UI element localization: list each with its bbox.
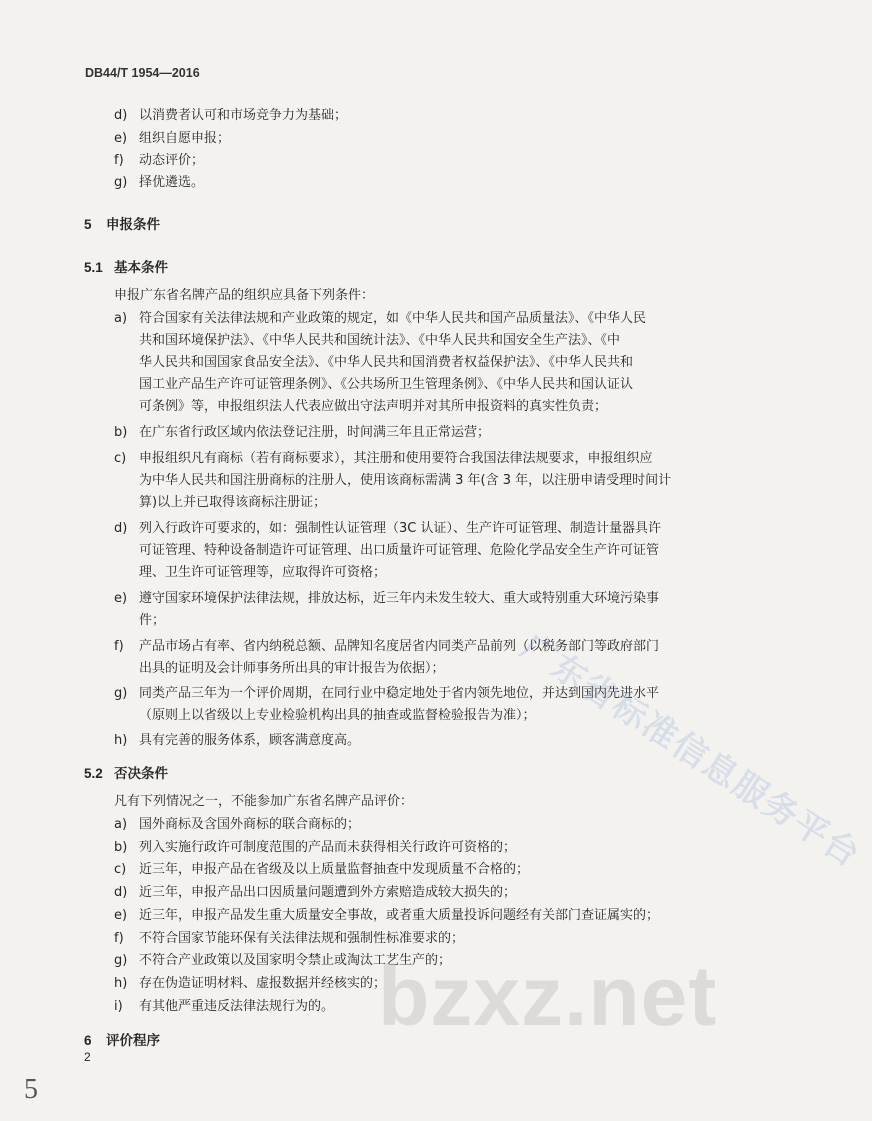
condition-marker: e)	[114, 591, 128, 606]
condition-text-line: 理、卫生许可证管理等，应取得许可资格；	[139, 565, 387, 580]
list-marker: f)	[114, 153, 124, 168]
section-5-1-lead: 申报广东省名牌产品的组织应具备下列条件：	[114, 288, 375, 303]
veto-marker: h)	[114, 976, 128, 991]
section-5-1-heading	[84, 258, 168, 278]
section-6-heading	[84, 1031, 160, 1051]
section-5-2-lead: 凡有下列情况之一，不能参加广东省名牌产品评价：	[114, 794, 414, 809]
list-item-text: 组织自愿申报；	[139, 131, 231, 146]
veto-marker: g)	[114, 953, 128, 968]
condition-text-line: 共和国环境保护法》、《中华人民共和国统计法》、《中华人民共和国安全生产法》、《中	[139, 333, 621, 348]
condition-text-line: 可证管理、特种设备制造许可证管理、出口质量许可证管理、危险化学品安全生产许可证管	[139, 543, 660, 558]
condition-marker: h)	[114, 733, 128, 748]
condition-marker: f)	[114, 639, 124, 654]
condition-text-line: 遵守国家环境保护法律法规，排放达标，近三年内未发生较大、重大或特别重大环境污染事	[139, 591, 660, 606]
veto-marker: a)	[114, 817, 128, 832]
veto-marker: b)	[114, 840, 128, 855]
section-6-heading-number: 6	[84, 1033, 92, 1048]
section-5-heading	[84, 215, 160, 235]
veto-marker: d)	[114, 885, 128, 900]
diagonal-watermark: 广东省标准信息服务平台	[513, 626, 868, 876]
list-item-text: 动态评价；	[139, 153, 205, 168]
condition-text-line: 件；	[139, 613, 166, 628]
veto-marker: f)	[114, 931, 124, 946]
condition-marker: c)	[114, 451, 127, 466]
edge-page-mark: 5	[24, 1074, 38, 1105]
condition-text-line: 申报组织凡有商标（若有商标要求），其注册和使用要符合我国法律法规要求，申报组织应	[139, 451, 653, 466]
section-6-heading-title: 评价程序	[106, 1033, 160, 1049]
section-5-1-heading-number: 5.1	[84, 260, 103, 275]
standard-code: DB44/T 1954—2016	[85, 66, 200, 80]
site-watermark: bzxz.net	[378, 949, 718, 1043]
condition-text-line: 具有完善的服务体系，顾客满意度高。	[139, 733, 361, 748]
list-marker: d)	[114, 108, 128, 123]
veto-marker: e)	[114, 908, 128, 923]
condition-text-line: 可条例》等，申报组织法人代表应做出守法声明并对其所申报资料的真实性负责；	[139, 399, 608, 414]
condition-text-line: 出具的证明及会计师事务所出具的审计报告为依据）；	[139, 661, 445, 676]
section-5-2-heading-title: 否决条件	[114, 766, 168, 782]
condition-text-line: 华人民共和国国家食品安全法》、《中华人民共和国消费者权益保护法》、《中华人民共和	[139, 355, 634, 370]
veto-text: 有其他严重违反法律法规行为的。	[139, 999, 335, 1014]
condition-text-line: 同类产品三年为一个评价周期，在同行业中稳定地处于省内领先地位，并达到国内先进水平	[139, 686, 660, 701]
list-marker: e)	[114, 131, 128, 146]
section-5-heading-title: 申报条件	[106, 217, 160, 233]
condition-marker: d)	[114, 521, 128, 536]
veto-text: 近三年，申报产品出口因质量问题遭到外方索赔造成较大损失的；	[139, 885, 517, 900]
condition-marker: g)	[114, 686, 128, 701]
veto-text: 近三年，申报产品在省级及以上质量监督抽查中发现质量不合格的；	[139, 862, 530, 877]
section-5-2-heading	[84, 764, 168, 784]
condition-text-line: 产品市场占有率、省内纳税总额、品牌知名度居省内同类产品前列（以税务部门等政府部门	[139, 639, 660, 654]
condition-text-line: 国工业产品生产许可证管理条例》、《公共场所卫生管理条例》、《中华人民共和国认证认	[139, 377, 634, 392]
list-item-text: 择优遴选。	[139, 175, 205, 190]
list-item-text: 以消费者认可和市场竞争力为基础；	[139, 108, 348, 123]
veto-marker: c)	[114, 862, 127, 877]
condition-text-line: （原则上以省级以上专业检验机构出具的抽查或监督检验报告为准）；	[139, 708, 536, 723]
condition-text-line: 在广东省行政区域内依法登记注册，时间满三年且正常运营；	[139, 425, 491, 440]
veto-text: 列入实施行政许可制度范围的产品而未获得相关行政许可资格的；	[139, 840, 517, 855]
condition-text-line: 符合国家有关法律法规和产业政策的规定，如《中华人民共和国产品质量法》、《中华人民	[139, 311, 647, 326]
condition-marker: a)	[114, 311, 128, 326]
condition-text-line: 列入行政许可要求的，如：强制性认证管理（3C 认证）、生产许可证管理、制造计量器具许	[139, 521, 661, 536]
veto-text: 存在伪造证明材料、虚报数据并经核实的；	[139, 976, 387, 991]
section-5-2-heading-number: 5.2	[84, 766, 103, 781]
page-number: 2	[84, 1050, 91, 1064]
section-5-1-heading-title: 基本条件	[114, 260, 168, 276]
condition-text-line: 为中华人民共和国注册商标的注册人，使用该商标需满 3 年(含 3 年，以注册申请受理时间计	[139, 473, 672, 488]
veto-text: 不符合产业政策以及国家明令禁止或淘汰工艺生产的；	[139, 953, 452, 968]
veto-text: 不符合国家节能环保有关法律法规和强制性标准要求的；	[139, 931, 465, 946]
veto-text: 近三年，申报产品发生重大质量安全事故，或者重大质量投诉问题经有关部门查证属实的；	[139, 908, 660, 923]
veto-marker: i)	[114, 999, 123, 1014]
condition-text-line: 算)以上并已取得该商标注册证；	[139, 495, 327, 510]
condition-marker: b)	[114, 425, 128, 440]
veto-text: 国外商标及含国外商标的联合商标的；	[139, 817, 361, 832]
section-5-heading-number: 5	[84, 217, 92, 232]
list-marker: g)	[114, 175, 128, 190]
